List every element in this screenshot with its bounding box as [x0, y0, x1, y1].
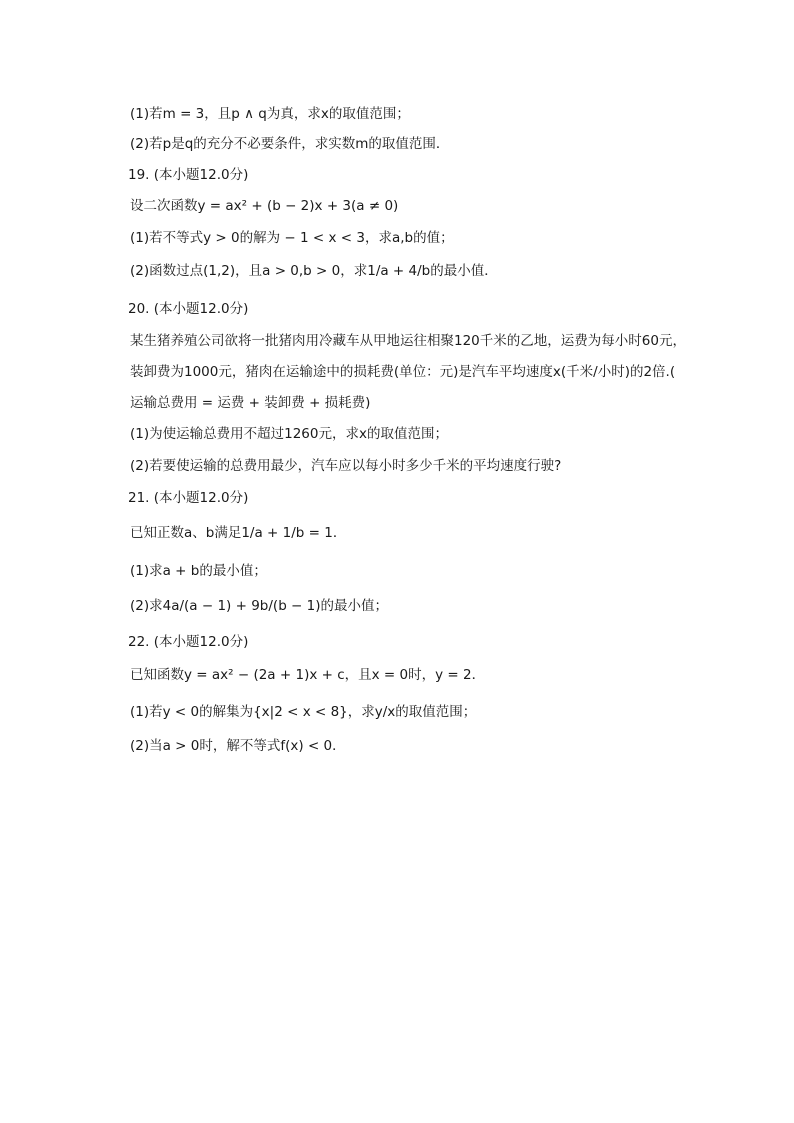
q22-header: 22. (本小题12.0分)	[128, 634, 249, 650]
q22-part1: (1)若y < 0的解集为{x|2 < x < 8}，求y/x的取值范围；	[130, 704, 477, 720]
q19-part2: (2)函数过点(1,2)，且a > 0,b > 0，求1/a + 4/b的最小值．	[130, 263, 498, 279]
q19-part1: (1)若不等式y > 0的解为 − 1 < x < 3，求a,b的值；	[130, 230, 454, 246]
q22-stem: 已知函数y = ax² − (2a + 1)x + c，且x = 0时，y = 2．	[130, 667, 486, 683]
q18-part2	[130, 134, 449, 154]
q19-stem: 设二次函数y = ax² + (b − 2)x + 3(a ≠ 0)	[130, 198, 399, 214]
q18-part1-text: (1)若m = 3，且p ∧ q为真，求x的取值范围；	[130, 106, 410, 122]
q20-part2: (2)若要使运输的总费用最少，汽车应以每小时多少千米的平均速度行驶?	[130, 458, 562, 474]
q21-stem: 已知正数a、b满足1/a + 1/b = 1．	[130, 525, 347, 541]
q19-header: 19. (本小题12.0分)	[128, 167, 249, 183]
q21-part1: (1)求a + b的最小值；	[130, 563, 267, 579]
q20-stem-line3: 运输总费用 = 运费 + 装卸费 + 损耗费)	[130, 395, 371, 411]
q20-stem-line1: 某生猪养殖公司欲将一批猪肉用冷藏车从甲地运往相聚120千米的乙地，运费为每小时60元，	[130, 333, 686, 349]
q21-header: 21. (本小题12.0分)	[128, 490, 249, 506]
q18-part1	[130, 104, 410, 124]
q20-part1: (1)为使运输总费用不超过1260元，求x的取值范围；	[130, 426, 448, 442]
q20-stem-line2: 装卸费为1000元，猪肉在运输途中的损耗费(单位：元)是汽车平均速度x(千米/小时)的2倍.(	[130, 364, 676, 380]
q21-part2: (2)求4a/(a − 1) + 9b/(b − 1)的最小值；	[130, 598, 389, 614]
q20-header: 20. (本小题12.0分)	[128, 301, 249, 317]
q22-part2: (2)当a > 0时，解不等式f(x) < 0．	[130, 738, 346, 754]
q18-part2-text: (2)若p是q的充分不必要条件，求实数m的取值范围．	[130, 136, 450, 152]
